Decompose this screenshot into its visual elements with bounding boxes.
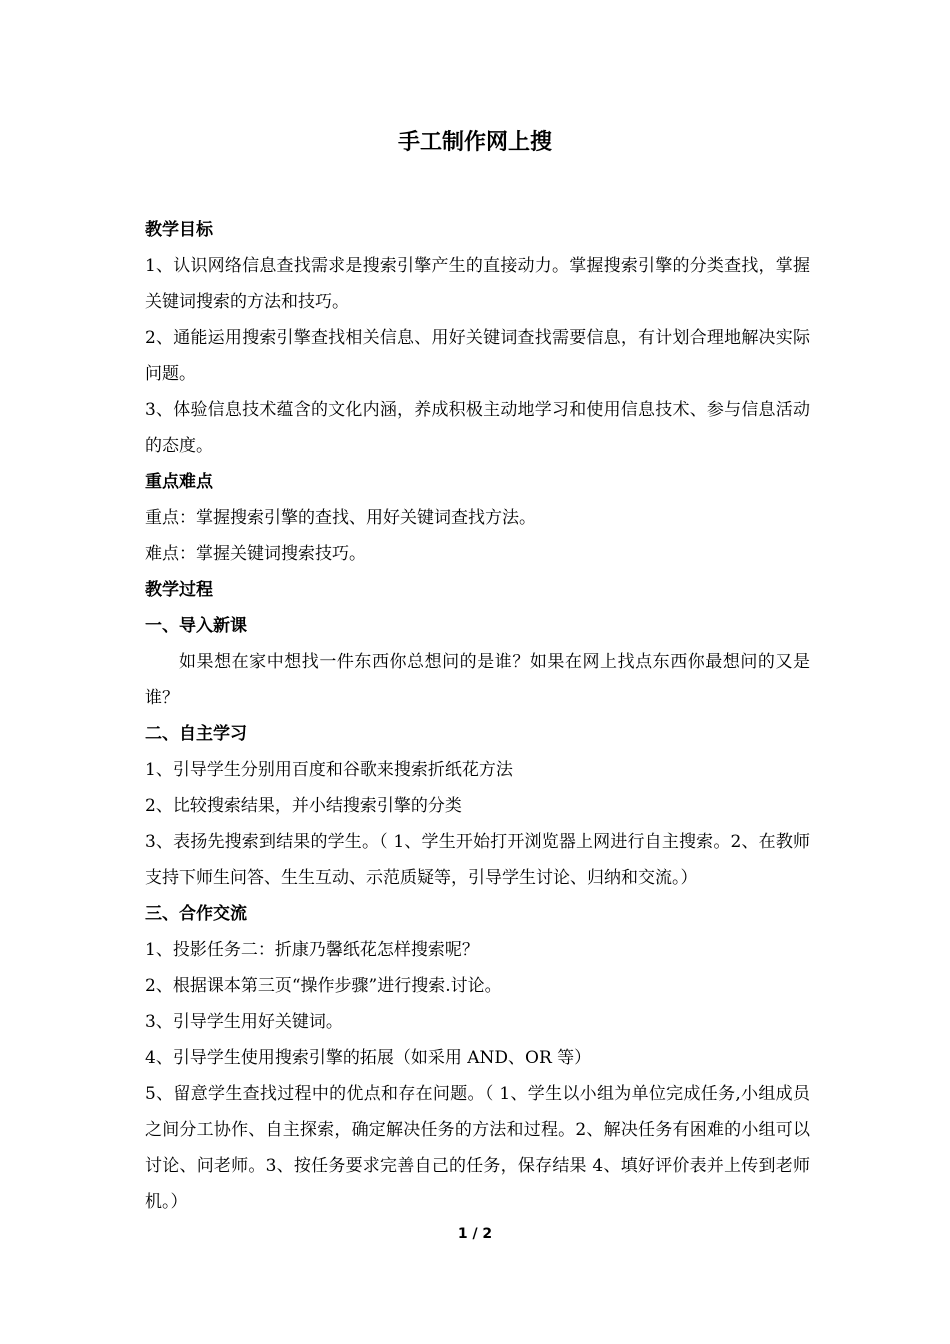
paragraph: 5、留意学生查找过程中的优点和存在问题。（ 1、学生以小组为单位完成任务,小组成员之间分工协作、自主探索，确定解决任务的方法和过程。2、解决任务有困难的小组可以讨论、问老师。3、按任务要求完善自己的任务，保存结果 4、填好评价表并上传到老师机。） (145, 1084, 810, 1212)
paragraph: 2、通能运用搜索引擎查找相关信息、用好关键词查找需要信息，有计划合理地解决实际问题。 (145, 328, 810, 384)
section-heading: 一、导入新课 (145, 616, 247, 636)
section-heading: 重点难点 (145, 472, 213, 492)
section-heading: 三、合作交流 (145, 904, 247, 924)
document-body (145, 212, 810, 1220)
paragraph: 1、投影任务二：折康乃馨纸花怎样搜索呢？ (145, 940, 479, 960)
paragraph: 2、比较搜索结果，并小结搜索引擎的分类 (145, 796, 462, 816)
paragraph: 2、根据课本第三页“操作步骤”进行搜索.讨论。 (145, 976, 502, 996)
paragraph: 如果想在家中想找一件东西你总想问的是谁？如果在网上找点东西你最想问的又是谁？ (145, 652, 810, 708)
paragraph: 1、认识网络信息查找需求是搜索引擎产生的直接动力。掌握搜索引擎的分类查找，掌握关键词搜索的方法和技巧。 (145, 256, 810, 312)
paragraph: 重点：掌握搜索引擎的查找、用好关键词查找方法。 (145, 508, 536, 528)
paragraph: 3、表扬先搜索到结果的学生。（ 1、学生开始打开浏览器上网进行自主搜索。2、在教师支持下师生问答、生生互动、示范质疑等，引导学生讨论、归纳和交流。） (145, 832, 810, 888)
paragraph: 3、引导学生用好关键词。 (145, 1012, 343, 1032)
paragraph: 3、体验信息技术蕴含的文化内涵，养成积极主动地学习和使用信息技术、参与信息活动的态度。 (145, 400, 810, 456)
document-title: 手工制作网上搜 (397, 130, 552, 155)
section-heading: 二、自主学习 (145, 724, 247, 744)
section-heading: 教学过程 (145, 580, 213, 600)
section-heading: 教学目标 (145, 220, 213, 240)
paragraph: 4、引导学生使用搜索引擎的拓展（如采用 AND、OR 等） (145, 1048, 592, 1068)
paragraph: 难点：掌握关键词搜索技巧。 (145, 544, 366, 564)
paragraph: 1、引导学生分别用百度和谷歌来搜索折纸花方法 (145, 760, 513, 780)
page-number: 1 / 2 (457, 1226, 493, 1242)
